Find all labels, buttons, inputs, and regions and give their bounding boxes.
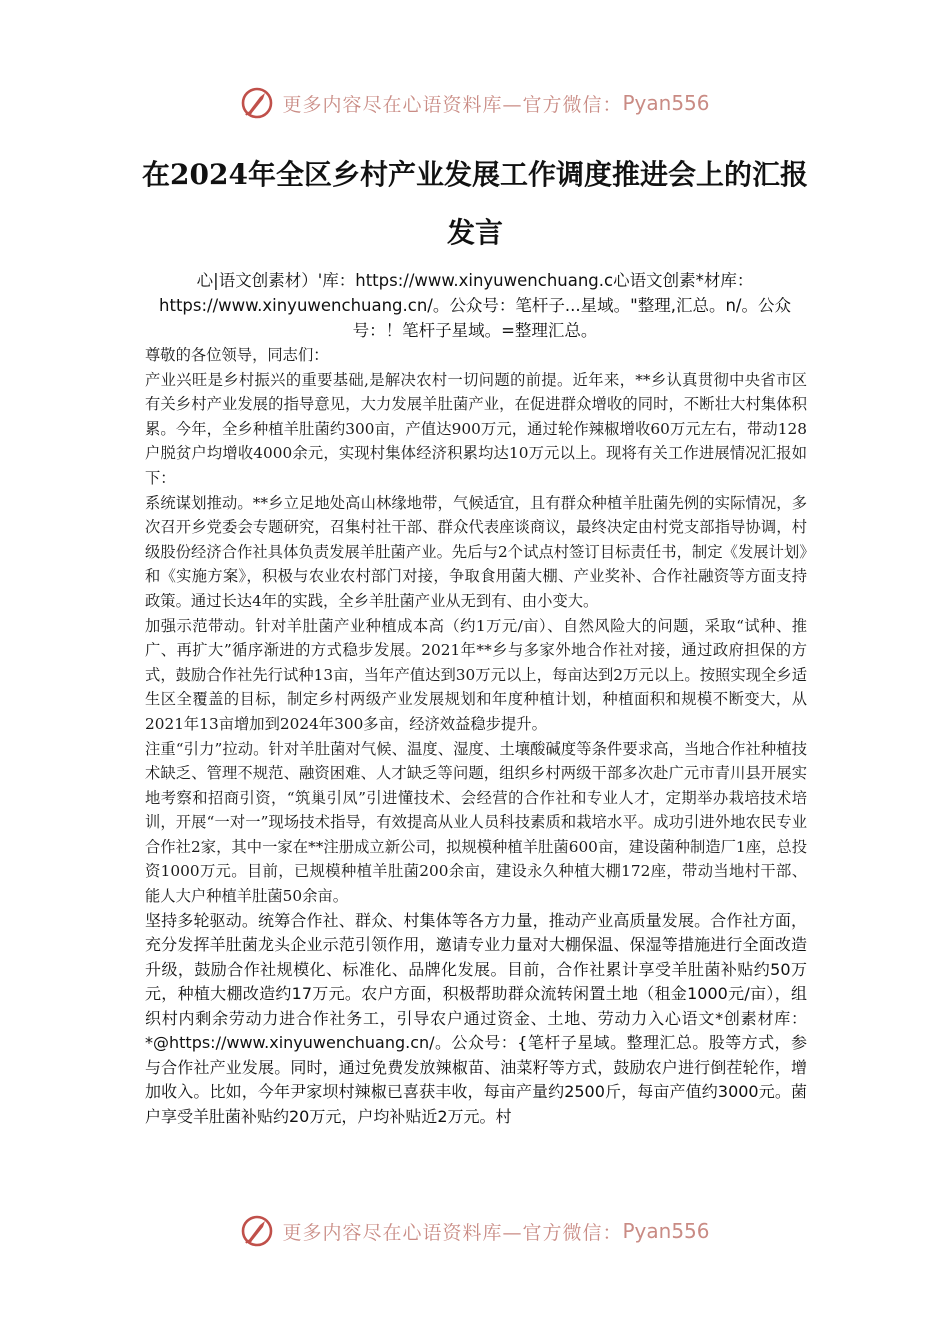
header-banner: [0, 80, 950, 126]
paragraph-multi-drive: 坚持多轮驱动。统筹合作社、群众、村集体等各方力量，推动产业高质量发展。合作社方面，充分发挥羊肚菌龙头企业示范引领作用，邀请专业力量对大棚保温、保湿等措施进行全面改造升级，鼓励合作社规模化、标准化、品牌化发展。目前，合作社累计享受羊肚菌补贴约50万元，种植大棚改造约17万元。农户方面，积极帮助群众流转闲置土地（租金1000元/亩），组织村内剩余劳动力进合作社务工，引导农户通过资金、土地、劳动力入心语文*创素材库：*@https://www.xinyuwenchuang.cn/。公众号：{笔杆子星域。整理汇总。股等方式，参与合作社产业发展。同时，通过免费发放辣椒苗、油菜籽等方式，鼓励农户进行倒茬轮作，增加收入。比如，今年尹家坝村辣椒已喜获丰收，每亩产量约2500斤，每亩产值约3000元。菌户享受羊肚菌补贴约20万元，户均补贴近2万元。村: [145, 910, 807, 1126]
banner-wechat-id: Pyan556: [622, 91, 710, 115]
document-body: [145, 343, 807, 1129]
paragraph-planning: 系统谋划推动。**乡立足地处高山林缘地带，气候适宜，且有群众种植羊肚菌先例的实际情况，多次召开乡党委会专题研究，召集村社干部、群众代表座谈商议，最终决定由村党支部指导协调，村级股份经济合作社具体负责发展羊肚菌产业。先后与2个试点村签订目标责任书，制定《发展计划》和《实施方案》，积极与农业农村部门对接，争取食用菌大棚、产业奖补、合作社融资等方面支持政策。通过长达4年的实践，全乡羊肚菌产业从无到有、由小变大。: [145, 493, 807, 610]
brush-logo-icon: [240, 86, 274, 120]
source-notice: 心|语文创素材）'库：https://www.xinyuwenchuang.c心语文创素*材库：https://www.xinyuwenchuang.cn/。公众号：笔杆子...星域。"整理,汇总。n/。公众号：！笔杆子星域。=整理汇总。: [159, 271, 791, 340]
paragraph-intro: 产业兴旺是乡村振兴的重要基础,是解决农村一切问题的前提。近年来，**乡认真贯彻中央省市区有关乡村产业发展的指导意见，大力发展羊肚菌产业，在促进群众增收的同时，不断壮大村集体积累。今年，全乡种植羊肚菌约300亩，产值达900万元，通过轮作辣椒增收60万元左右，带动128户脱贫户均增收4000余元，实现村集体经济积累均达10万元以上。现将有关工作进展情况汇报如下：: [145, 370, 807, 487]
paragraph-demonstration: 加强示范带动。针对羊肚菌产业种植成本高（约1万元/亩）、自然风险大的问题，采取“试种、推广、再扩大”循序渐进的方式稳步发展。2021年**乡与多家外地合作社对接，通过政府担保的方式，鼓励合作社先行试种13亩，当年产值达到30万元以上，每亩达到2万元以上。按照实现全乡适生区全覆盖的目标，制定乡村两级产业发展规划和年度种植计划，种植面积和规模不断变大，从2021年13亩增加到2024年300多亩，经济效益稳步提升。: [145, 616, 807, 733]
banner-text: 更多内容尽在心语资料库—官方微信：: [282, 93, 623, 116]
brush-logo-icon: [240, 1214, 274, 1248]
banner-wechat-id: Pyan556: [622, 1219, 710, 1243]
paragraph-attraction: 注重“引力”拉动。针对羊肚菌对气候、温度、湿度、土壤酸碱度等条件要求高，当地合作社种植技术缺乏、管理不规范、融资困难、人才缺乏等问题，组织乡村两级干部多次赴广元市青川县开展实地考察和招商引资，“筑巢引凤”引进懂技术、会经营的合作社和专业人才，定期举办栽培技术培训，开展“一对一”现场技术指导，有效提高从业人员科技素质和栽培水平。成功引进外地农民专业合作社2家，其中一家在**注册成立新公司，拟规模种植羊肚菌600亩，建设菌种制造厂1座，总投资1000万元。目前，已规模种植羊肚菌200余亩，建设永久种植大棚172座，带动当地村干部、能人大户种植羊肚菌50余亩。: [145, 739, 807, 906]
document-title: 在2024年全区乡村产业发展工作调度推进会上的汇报发言: [142, 158, 808, 249]
footer-banner: [0, 1208, 950, 1254]
banner-text: 更多内容尽在心语资料库—官方微信：: [282, 1221, 623, 1244]
salutation: 尊敬的各位领导，同志们：: [145, 346, 329, 364]
